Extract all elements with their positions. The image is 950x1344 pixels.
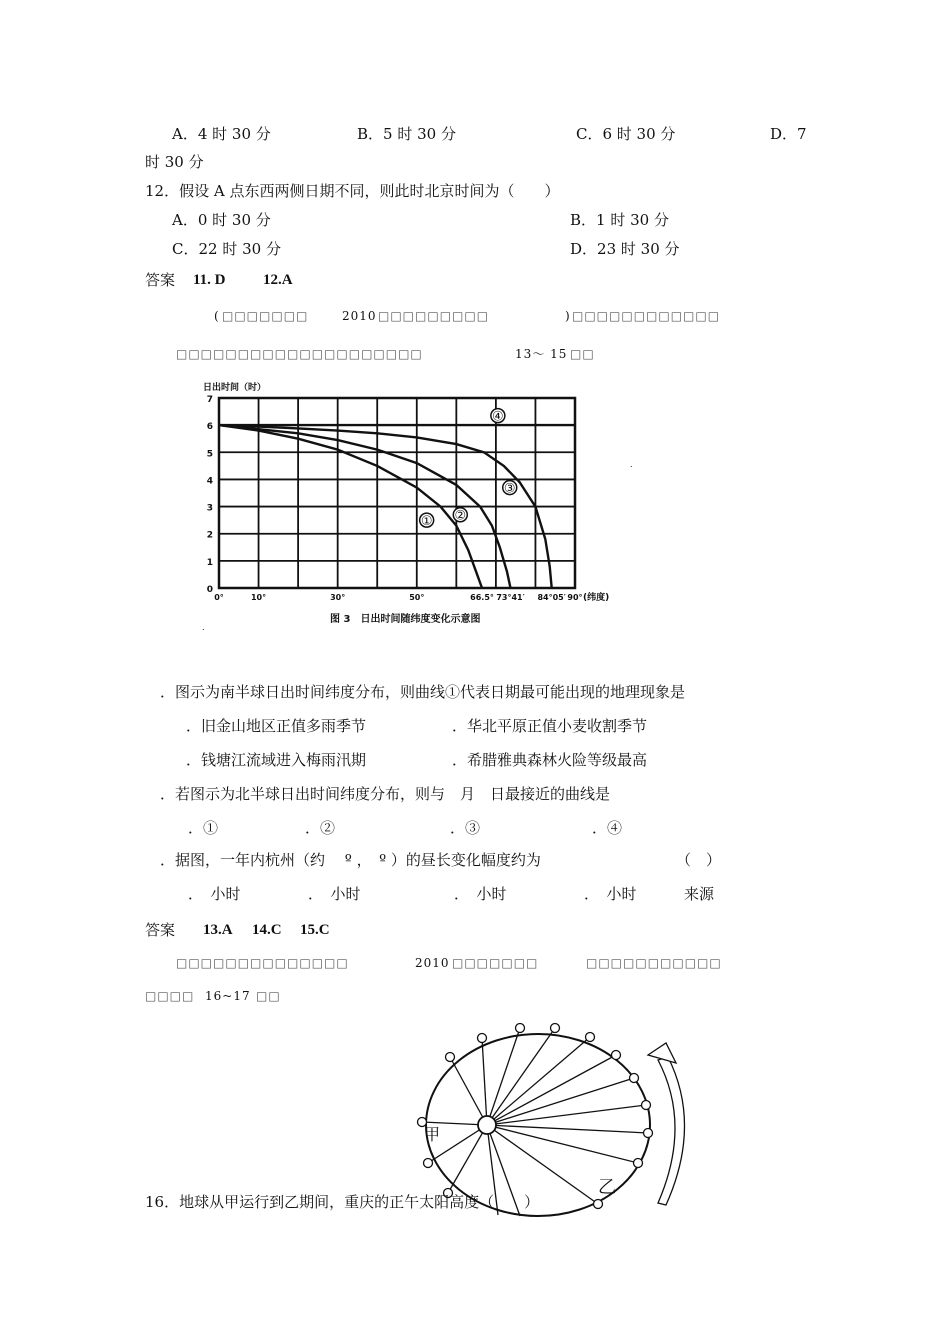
intro3-garbled-1: □□□□□□□□□□□□□□ [176, 956, 349, 970]
q15-option-b: ． 小时 [308, 885, 361, 903]
y-tick-label: 2 [206, 530, 213, 541]
y-tick-label: 0 [206, 585, 213, 595]
q15-option-c: ． 小时 [454, 885, 507, 903]
intro-paren-open: ( [214, 309, 220, 323]
q15-stem: ．据图，一年内杭州（约 º ， º ）的昼长变化幅度约为 [160, 851, 541, 869]
intro-question-range: 13～ 15 [515, 347, 568, 361]
y-tick-label: 6 [206, 422, 213, 433]
x-tick-label: 90° [567, 593, 583, 602]
scan-speck: . [630, 460, 633, 469]
x-tick-label: 0° [214, 593, 224, 602]
x-tick-label: 84°05′ [537, 593, 566, 602]
q13-option-b: ．华北平原正值小麦收割季节 [452, 717, 648, 735]
intro-garbled-3: □□□□□□□□□□□□ [572, 309, 721, 323]
answer-label-2: 答案 [145, 921, 176, 939]
intro-garbled-1: □□□□□□□ [222, 309, 309, 323]
series-label-③: ③ [503, 481, 516, 497]
x-tick-label: 73°41′ [496, 593, 525, 602]
intro3-question-range: 16~17 [205, 989, 251, 1003]
q16-stem: 16．地球从甲运行到乙期间，重庆的正午太阳高度（ ） [145, 1193, 540, 1211]
orbit-ellipse [426, 1034, 650, 1216]
q12-option-a: A．0 时 30 分 [172, 211, 271, 229]
q11-option-a: A．4 时 30 分 [172, 125, 271, 143]
q12-option-c: C．22 时 30 分 [172, 240, 281, 258]
orbit-position-nodes [418, 1024, 653, 1209]
scan-speck: . [202, 623, 205, 632]
y-tick-label: 7 [206, 395, 213, 405]
intro-garbled-4: □□□□□□□□□□□□□□□□□□□□ [176, 347, 423, 361]
sun-icon [478, 1116, 496, 1134]
q11-option-d: D．7 [770, 125, 807, 143]
x-tick-label: 66.5° [470, 593, 494, 602]
y-tick-label: 4 [206, 476, 213, 487]
q13-option-a: ．旧金山地区正值多雨季节 [186, 717, 367, 735]
q15-option-a: ． 小时 [188, 885, 241, 903]
q13-option-c: ．钱塘江流域进入梅雨汛期 [186, 751, 367, 769]
x-tick-label: 50° [409, 593, 425, 602]
orbit-label-jia: 甲 [424, 1125, 441, 1144]
intro-garbled-2: □□□□□□□□□ [378, 309, 490, 323]
y-axis-label: 日出时间（时） [203, 383, 267, 393]
answer-15: 15.C [300, 922, 330, 938]
answer-11: 11. D [193, 272, 226, 288]
intro-year: 2010 [342, 309, 377, 323]
earth-orbit-diagram [410, 1015, 710, 1220]
x-tick-label: 10° [250, 593, 267, 602]
answer-13: 13.A [203, 922, 233, 938]
q14-option-c: ．③ [450, 819, 481, 837]
intro3-year: 2010 [415, 956, 450, 970]
intro3-garbled-2: □□□□□□□ [452, 956, 539, 970]
q12-stem: 12．假设 A 点东西两侧日期不同，则此时北京时间为（ ） [145, 182, 560, 200]
q14-option-a: ．① [188, 819, 219, 837]
y-tick-label: 1 [206, 557, 213, 568]
chart-title: 图 3 日出时间随纬度变化示意图 [330, 614, 481, 625]
intro-garbled-5: □□ [570, 347, 595, 361]
series-label-④: ④ [492, 409, 504, 425]
answer-14: 14.C [252, 922, 282, 938]
q15-paren: （ ） [676, 851, 722, 869]
q14-option-d: ．④ [592, 819, 623, 837]
answer-label: 答案 [145, 271, 176, 289]
q15-option-d: ． 小时 [584, 885, 637, 903]
q13-option-d: ．希腊雅典森林火险等级最高 [452, 751, 648, 769]
q14-option-b: ．② [305, 819, 336, 837]
q11-option-c: C．6 时 30 分 [576, 125, 676, 143]
intro3-garbled-4: □□□□ [145, 989, 195, 1003]
intro3-garbled-5: □□ [256, 989, 281, 1003]
q11-option-d-cont: 时 30 分 [145, 153, 204, 171]
x-tick-label: 30° [330, 593, 346, 602]
q14-stem: ．若图示为北半球日出时间纬度分布，则与 月 日最接近的曲线是 [160, 785, 611, 803]
intro3-garbled-3: □□□□□□□□□□□ [586, 956, 722, 970]
orbit-label-yi: 乙 [598, 1177, 616, 1198]
q13-stem: ．图示为南半球日出时间纬度分布，则曲线①代表日期最可能出现的地理现象是 [160, 683, 686, 701]
intro-paren-close: ) [565, 309, 571, 323]
x-axis-label: (纬度) [583, 593, 610, 603]
q12-option-d: D．23 时 30 分 [570, 240, 680, 258]
revolution-arrow-icon [658, 1057, 685, 1205]
y-tick-label: 5 [206, 449, 213, 460]
answer-12: 12.A [263, 272, 293, 288]
q15-source: 来源 [684, 885, 715, 903]
q11-option-b: B．5 时 30 分 [357, 125, 456, 143]
series-label-①: ① [420, 514, 433, 530]
sunrise-latitude-chart [195, 378, 695, 628]
q12-option-b: B．1 时 30 分 [570, 211, 669, 229]
series-label-②: ② [454, 508, 467, 524]
y-tick-label: 3 [206, 503, 213, 514]
